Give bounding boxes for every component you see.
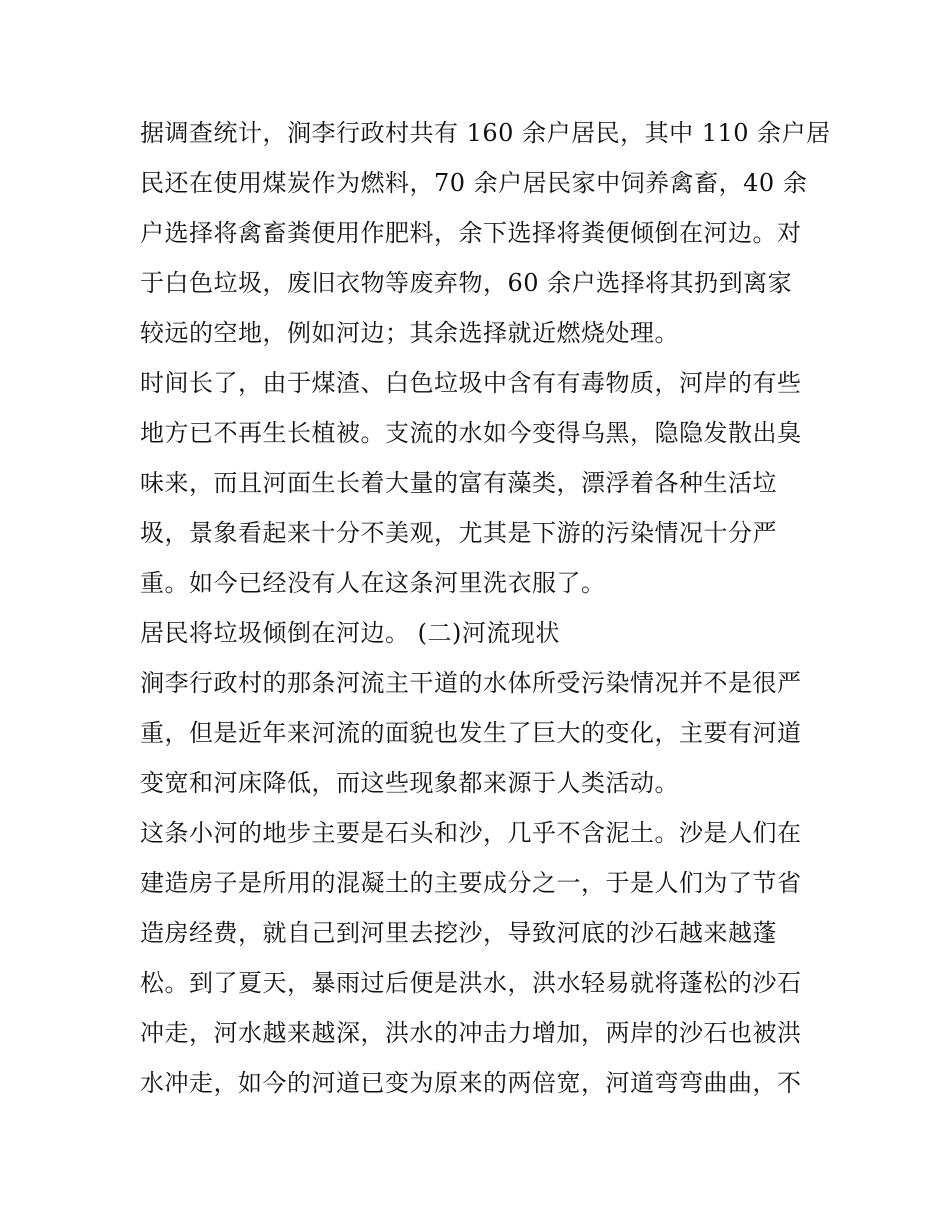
text-line: 重，但是近年来河流的面貌也发生了巨大的变化，主要有河道	[140, 719, 802, 747]
text-line: 冲走，河水越来越深，洪水的冲击力增加，两岸的沙石也被洪	[140, 1019, 802, 1047]
text-line: 涧李行政村的那条河流主干道的水体所受污染情况并不是很严	[140, 669, 802, 697]
text-line: 据调查统计，涧李行政村共有 160 余户居民，其中 110 余户居	[140, 119, 831, 147]
text-line: 松。到了夏天，暴雨过后便是洪水，洪水轻易就将蓬松的沙石	[140, 969, 802, 997]
text-line: 户选择将禽畜粪便用作肥料，余下选择将粪便倾倒在河边。对	[140, 219, 802, 247]
text-line: 地方已不再生长植被。支流的水如今变得乌黑，隐隐发散出臭	[140, 419, 802, 447]
text-line: 圾，景象看起来十分不美观，尤其是下游的污染情况十分严	[140, 519, 777, 547]
text-line: 建造房子是所用的混凝土的主要成分之一，于是人们为了节省	[140, 869, 802, 897]
document-body	[140, 108, 831, 1108]
text-line: 较远的空地，例如河边；其余选择就近燃烧处理。	[140, 319, 679, 347]
text-line: 味来，而且河面生长着大量的富有藻类，漂浮着各种生活垃	[140, 469, 777, 497]
text-line: 变宽和河床降低，而这些现象都来源于人类活动。	[140, 769, 679, 797]
text-line: 这条小河的地步主要是石头和沙，几乎不含泥土。沙是人们在	[140, 819, 802, 847]
text-line: 时间长了，由于煤渣、白色垃圾中含有有毒物质，河岸的有些	[140, 369, 802, 397]
text-line: 造房经费，就自己到河里去挖沙，导致河底的沙石越来越蓬	[140, 919, 777, 947]
text-line: 重。如今已经没有人在这条河里洗衣服了。	[140, 569, 606, 597]
text-line: 民还在使用煤炭作为燃料，70 余户居民家中饲养禽畜，40 余	[140, 169, 808, 197]
text-line: 于白色垃圾，废旧衣物等废弃物，60 余户选择将其扔到离家	[140, 269, 793, 297]
text-line: 水冲走，如今的河道已变为原来的两倍宽，河道弯弯曲曲，不	[140, 1069, 802, 1097]
section-heading-line: 居民将垃圾倾倒在河边。 (二)河流现状	[140, 619, 560, 647]
